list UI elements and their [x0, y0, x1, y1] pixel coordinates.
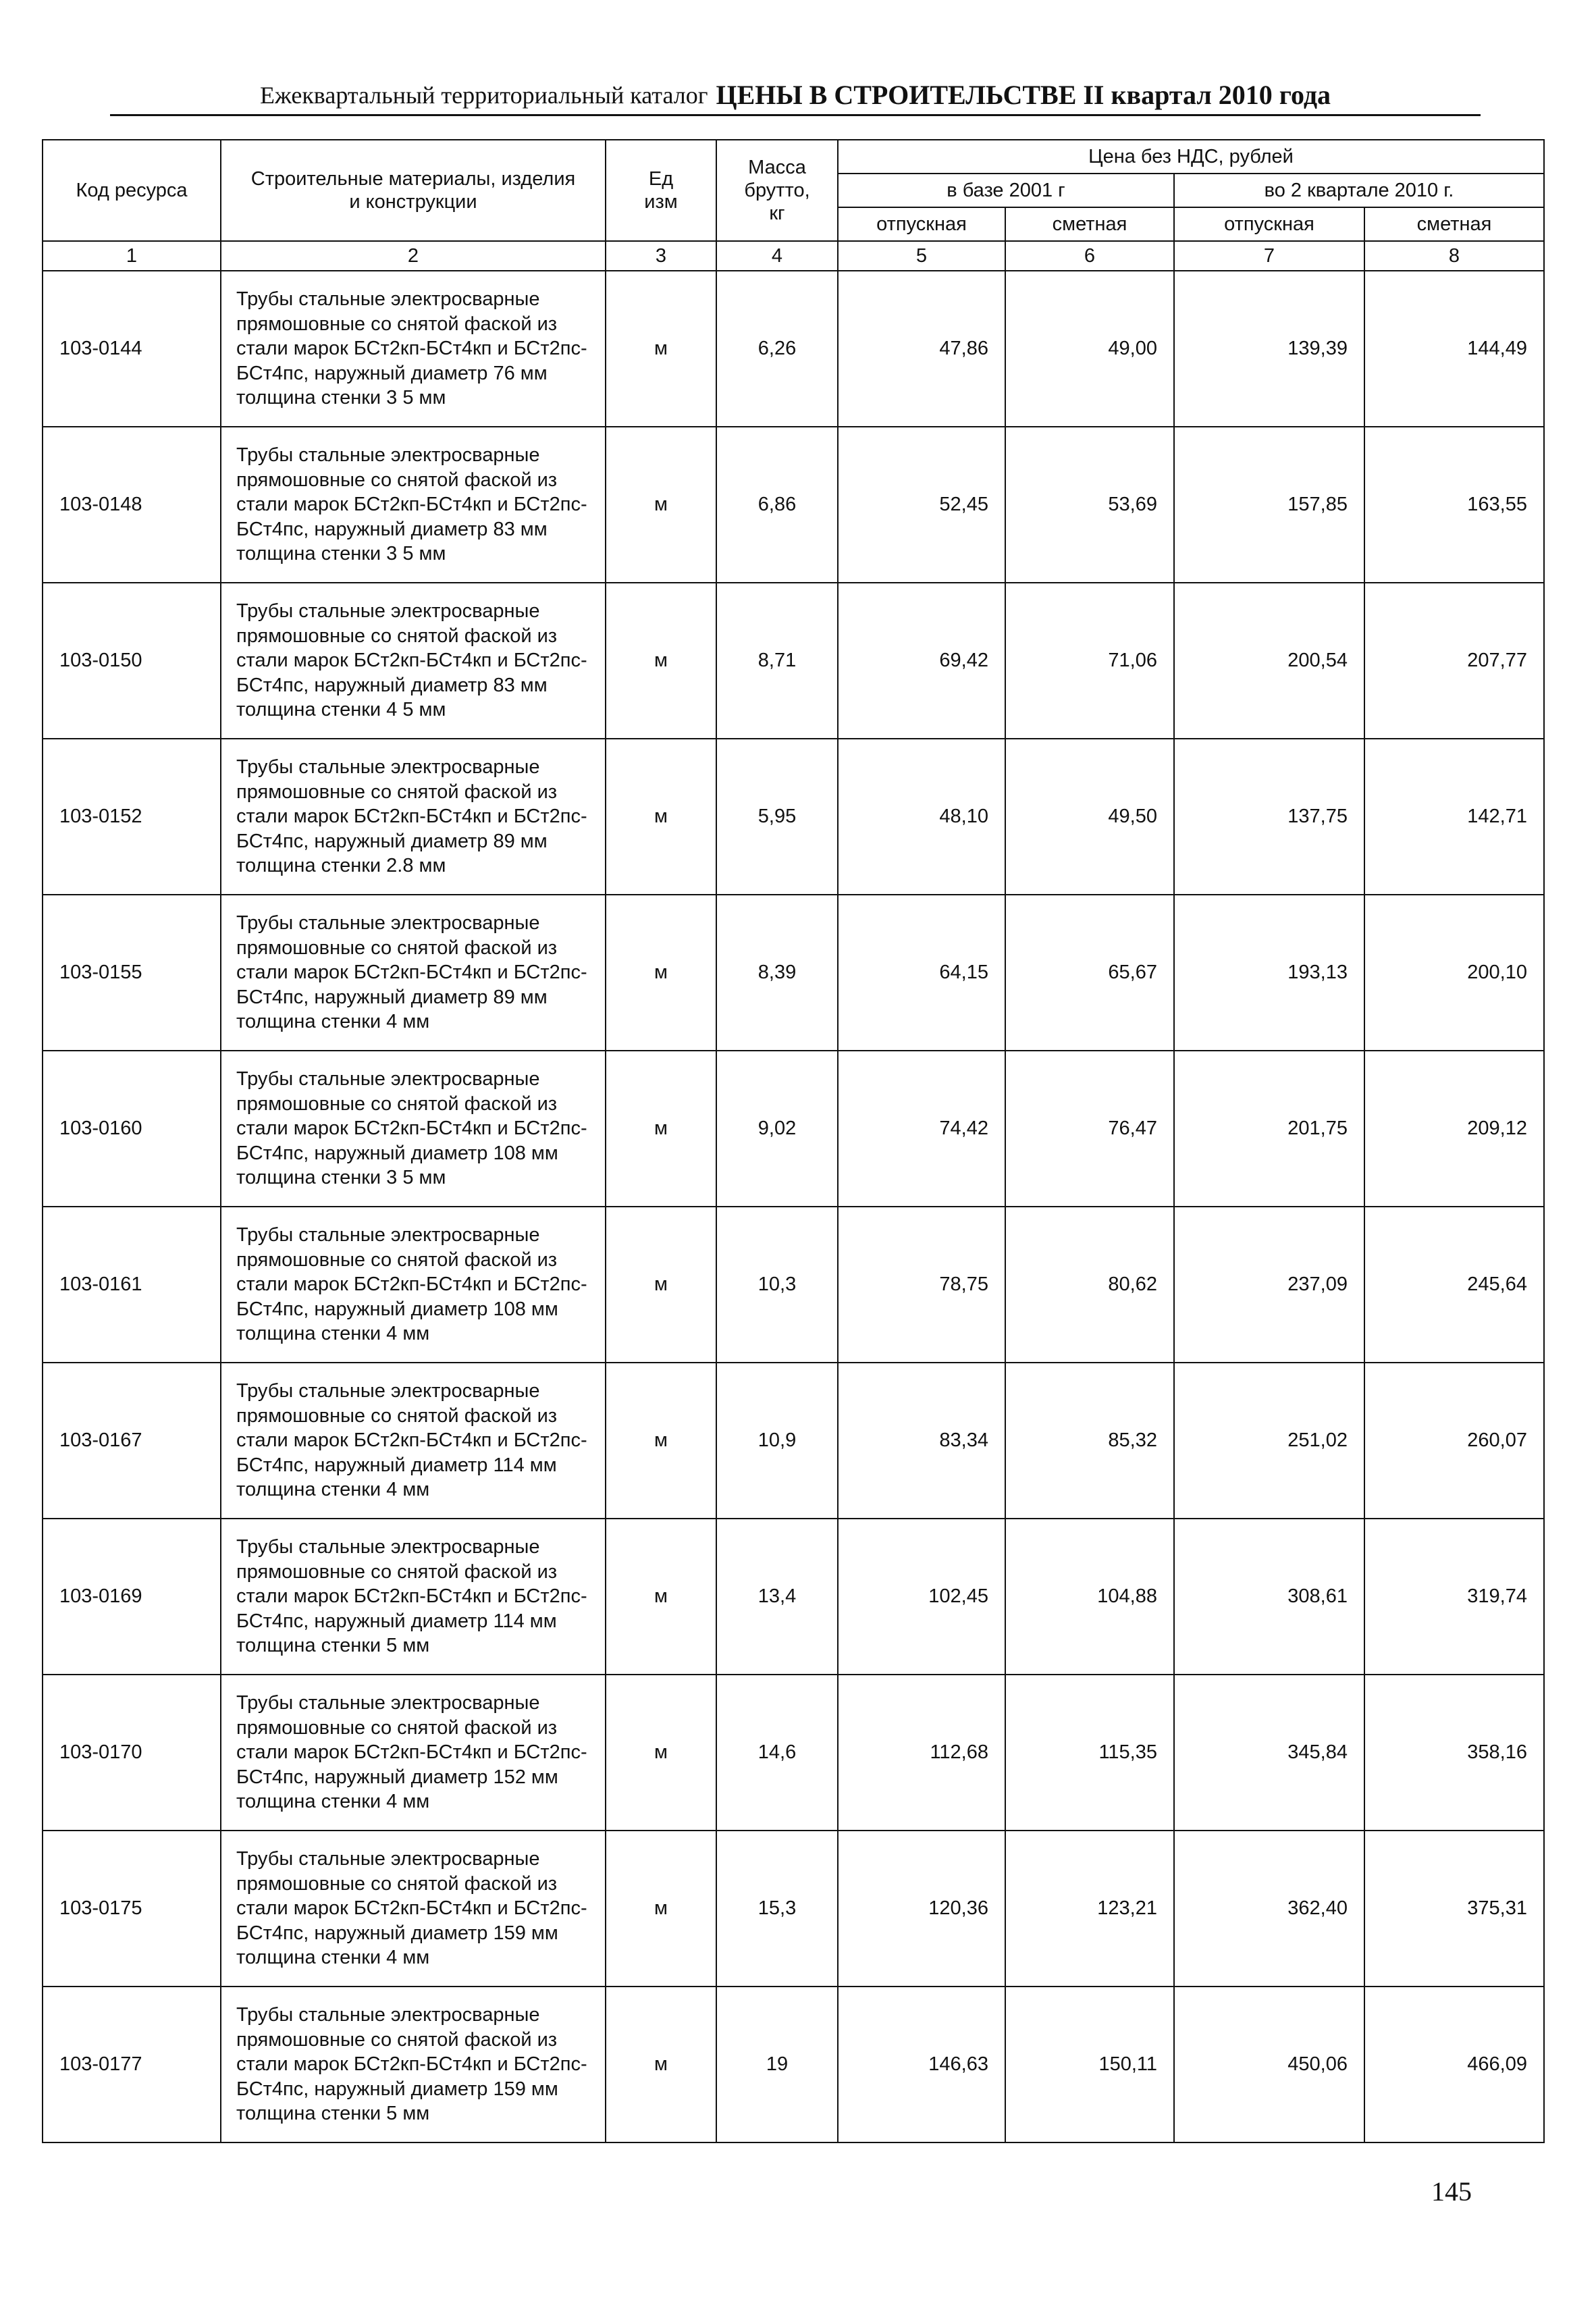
header-name: Строительные материалы, изделия и конструкции: [221, 140, 606, 241]
table-header: [43, 140, 1544, 241]
material-name: Трубы стальные электросварные прямошовные со снятой фаской из стали марок БСт2кп-БСт4кп и БСт2пс-БСт4пс, наружный диаметр 114 мм толщина стенки 5 мм: [221, 1519, 606, 1675]
release-price-2010: 362,40: [1174, 1831, 1364, 1987]
column-number: 2: [221, 241, 606, 271]
header-estimate-price-2010: сметная: [1364, 207, 1544, 241]
release-price-2001: 69,42: [838, 583, 1005, 739]
table-row: [43, 1519, 1544, 1675]
gross-mass: 19: [716, 1987, 838, 2142]
estimate-price-2001: 104,88: [1005, 1519, 1174, 1675]
release-price-2001: 83,34: [838, 1363, 1005, 1519]
estimate-price-2001: 80,62: [1005, 1207, 1174, 1363]
release-price-2001: 112,68: [838, 1675, 1005, 1831]
header-mass: Масса брутто, кг: [716, 140, 838, 241]
page-number: 145: [1431, 2176, 1472, 2207]
estimate-price-2010: 207,77: [1364, 583, 1544, 739]
price-table: [42, 139, 1545, 2143]
table-row: [43, 1207, 1544, 1363]
estimate-price-2010: 375,31: [1364, 1831, 1544, 1987]
gross-mass: 6,86: [716, 427, 838, 583]
release-price-2010: 137,75: [1174, 739, 1364, 895]
estimate-price-2010: 358,16: [1364, 1675, 1544, 1831]
resource-code: 103-0148: [43, 427, 221, 583]
header-estimate-price-2001: сметная: [1005, 207, 1174, 241]
unit: м: [606, 739, 716, 895]
release-price-2001: 48,10: [838, 739, 1005, 895]
release-price-2001: 78,75: [838, 1207, 1005, 1363]
release-price-2001: 74,42: [838, 1051, 1005, 1207]
header-catalog-name: Ежеквартальный территориальный каталог: [259, 82, 708, 109]
table-row: [43, 895, 1544, 1051]
resource-code: 103-0170: [43, 1675, 221, 1831]
column-number: 4: [716, 241, 838, 271]
release-price-2001: 120,36: [838, 1831, 1005, 1987]
gross-mass: 14,6: [716, 1675, 838, 1831]
material-name: Трубы стальные электросварные прямошовные со снятой фаской из стали марок БСт2кп-БСт4кп и БСт2пс-БСт4пс, наружный диаметр 159 мм толщина стенки 5 мм: [221, 1987, 606, 2142]
resource-code: 103-0175: [43, 1831, 221, 1987]
header-release-price-2010: отпускная: [1174, 207, 1364, 241]
release-price-2010: 345,84: [1174, 1675, 1364, 1831]
page-header: [110, 73, 1481, 116]
estimate-price-2010: 163,55: [1364, 427, 1544, 583]
release-price-2010: 157,85: [1174, 427, 1364, 583]
estimate-price-2001: 53,69: [1005, 427, 1174, 583]
material-name: Трубы стальные электросварные прямошовные со снятой фаской из стали марок БСт2кп-БСт4кп и БСт2пс-БСт4пс, наружный диаметр 159 мм толщина стенки 4 мм: [221, 1831, 606, 1987]
release-price-2001: 52,45: [838, 427, 1005, 583]
gross-mass: 9,02: [716, 1051, 838, 1207]
gross-mass: 10,9: [716, 1363, 838, 1519]
estimate-price-2010: 245,64: [1364, 1207, 1544, 1363]
column-number: 7: [1174, 241, 1364, 271]
header-price: Цена без НДС, рублей: [838, 140, 1544, 174]
estimate-price-2001: 115,35: [1005, 1675, 1174, 1831]
column-number: 6: [1005, 241, 1174, 271]
material-name: Трубы стальные электросварные прямошовные со снятой фаской из стали марок БСт2кп-БСт4кп и БСт2пс-БСт4пс, наружный диаметр 114 мм толщина стенки 4 мм: [221, 1363, 606, 1519]
unit: м: [606, 427, 716, 583]
release-price-2010: 237,09: [1174, 1207, 1364, 1363]
header-release-price-2001: отпускная: [838, 207, 1005, 241]
release-price-2010: 200,54: [1174, 583, 1364, 739]
material-name: Трубы стальные электросварные прямошовные со снятой фаской из стали марок БСт2кп-БСт4кп и БСт2пс-БСт4пс, наружный диаметр 76 мм толщина стенки 3 5 мм: [221, 271, 606, 427]
estimate-price-2010: 466,09: [1364, 1987, 1544, 2142]
material-name: Трубы стальные электросварные прямошовные со снятой фаской из стали марок БСт2кп-БСт4кп и БСт2пс-БСт4пс, наружный диаметр 108 мм толщина стенки 3 5 мм: [221, 1051, 606, 1207]
unit: м: [606, 1987, 716, 2142]
column-number-row: [43, 241, 1544, 271]
estimate-price-2001: 76,47: [1005, 1051, 1174, 1207]
material-name: Трубы стальные электросварные прямошовные со снятой фаской из стали марок БСт2кп-БСт4кп и БСт2пс-БСт4пс, наружный диаметр 83 мм толщина стенки 4 5 мм: [221, 583, 606, 739]
column-number: 1: [43, 241, 221, 271]
release-price-2010: 193,13: [1174, 895, 1364, 1051]
resource-code: 103-0155: [43, 895, 221, 1051]
estimate-price-2001: 49,50: [1005, 739, 1174, 895]
header-base-2001: в базе 2001 г: [838, 174, 1174, 207]
material-name: Трубы стальные электросварные прямошовные со снятой фаской из стали марок БСт2кп-БСт4кп и БСт2пс-БСт4пс, наружный диаметр 83 мм толщина стенки 3 5 мм: [221, 427, 606, 583]
resource-code: 103-0177: [43, 1987, 221, 2142]
release-price-2010: 201,75: [1174, 1051, 1364, 1207]
unit: м: [606, 1207, 716, 1363]
estimate-price-2001: 150,11: [1005, 1987, 1174, 2142]
release-price-2001: 146,63: [838, 1987, 1005, 2142]
estimate-price-2001: 123,21: [1005, 1831, 1174, 1987]
table-row: [43, 1831, 1544, 1987]
gross-mass: 6,26: [716, 271, 838, 427]
resource-code: 103-0161: [43, 1207, 221, 1363]
estimate-price-2010: 319,74: [1364, 1519, 1544, 1675]
header-q2-2010: во 2 квартале 2010 г.: [1174, 174, 1544, 207]
table-body: [43, 241, 1544, 2142]
estimate-price-2010: 144,49: [1364, 271, 1544, 427]
resource-code: 103-0144: [43, 271, 221, 427]
table-row: [43, 427, 1544, 583]
table-row: [43, 1675, 1544, 1831]
release-price-2001: 64,15: [838, 895, 1005, 1051]
table-row: [43, 1051, 1544, 1207]
header-unit: Ед изм: [606, 140, 716, 241]
estimate-price-2001: 71,06: [1005, 583, 1174, 739]
table-row: [43, 1987, 1544, 2142]
unit: м: [606, 583, 716, 739]
release-price-2010: 450,06: [1174, 1987, 1364, 2142]
resource-code: 103-0160: [43, 1051, 221, 1207]
gross-mass: 10,3: [716, 1207, 838, 1363]
estimate-price-2001: 65,67: [1005, 895, 1174, 1051]
release-price-2010: 308,61: [1174, 1519, 1364, 1675]
estimate-price-2010: 260,07: [1364, 1363, 1544, 1519]
estimate-price-2010: 142,71: [1364, 739, 1544, 895]
unit: м: [606, 1831, 716, 1987]
unit: м: [606, 271, 716, 427]
gross-mass: 5,95: [716, 739, 838, 895]
material-name: Трубы стальные электросварные прямошовные со снятой фаской из стали марок БСт2кп-БСт4кп и БСт2пс-БСт4пс, наружный диаметр 152 мм толщина стенки 4 мм: [221, 1675, 606, 1831]
release-price-2001: 102,45: [838, 1519, 1005, 1675]
unit: м: [606, 1675, 716, 1831]
gross-mass: 8,71: [716, 583, 838, 739]
release-price-2010: 251,02: [1174, 1363, 1364, 1519]
estimate-price-2010: 200,10: [1364, 895, 1544, 1051]
unit: м: [606, 1363, 716, 1519]
table-row: [43, 583, 1544, 739]
material-name: Трубы стальные электросварные прямошовные со снятой фаской из стали марок БСт2кп-БСт4кп и БСт2пс-БСт4пс, наружный диаметр 89 мм толщина стенки 2.8 мм: [221, 739, 606, 895]
release-price-2010: 139,39: [1174, 271, 1364, 427]
estimate-price-2001: 85,32: [1005, 1363, 1174, 1519]
gross-mass: 8,39: [716, 895, 838, 1051]
estimate-price-2001: 49,00: [1005, 271, 1174, 427]
gross-mass: 15,3: [716, 1831, 838, 1987]
material-name: Трубы стальные электросварные прямошовные со снятой фаской из стали марок БСт2кп-БСт4кп и БСт2пс-БСт4пс, наружный диаметр 108 мм толщина стенки 4 мм: [221, 1207, 606, 1363]
header-code: Код ресурса: [43, 140, 221, 241]
resource-code: 103-0152: [43, 739, 221, 895]
header-catalog-title: ЦЕНЫ В СТРОИТЕЛЬСТВЕ II квартал 2010 года: [716, 80, 1331, 110]
column-number: 8: [1364, 241, 1544, 271]
unit: м: [606, 1519, 716, 1675]
resource-code: 103-0169: [43, 1519, 221, 1675]
release-price-2001: 47,86: [838, 271, 1005, 427]
column-number: 3: [606, 241, 716, 271]
resource-code: 103-0150: [43, 583, 221, 739]
unit: м: [606, 895, 716, 1051]
table-row: [43, 739, 1544, 895]
material-name: Трубы стальные электросварные прямошовные со снятой фаской из стали марок БСт2кп-БСт4кп и БСт2пс-БСт4пс, наружный диаметр 89 мм толщина стенки 4 мм: [221, 895, 606, 1051]
unit: м: [606, 1051, 716, 1207]
table-row: [43, 271, 1544, 427]
column-number: 5: [838, 241, 1005, 271]
table-row: [43, 1363, 1544, 1519]
estimate-price-2010: 209,12: [1364, 1051, 1544, 1207]
resource-code: 103-0167: [43, 1363, 221, 1519]
gross-mass: 13,4: [716, 1519, 838, 1675]
